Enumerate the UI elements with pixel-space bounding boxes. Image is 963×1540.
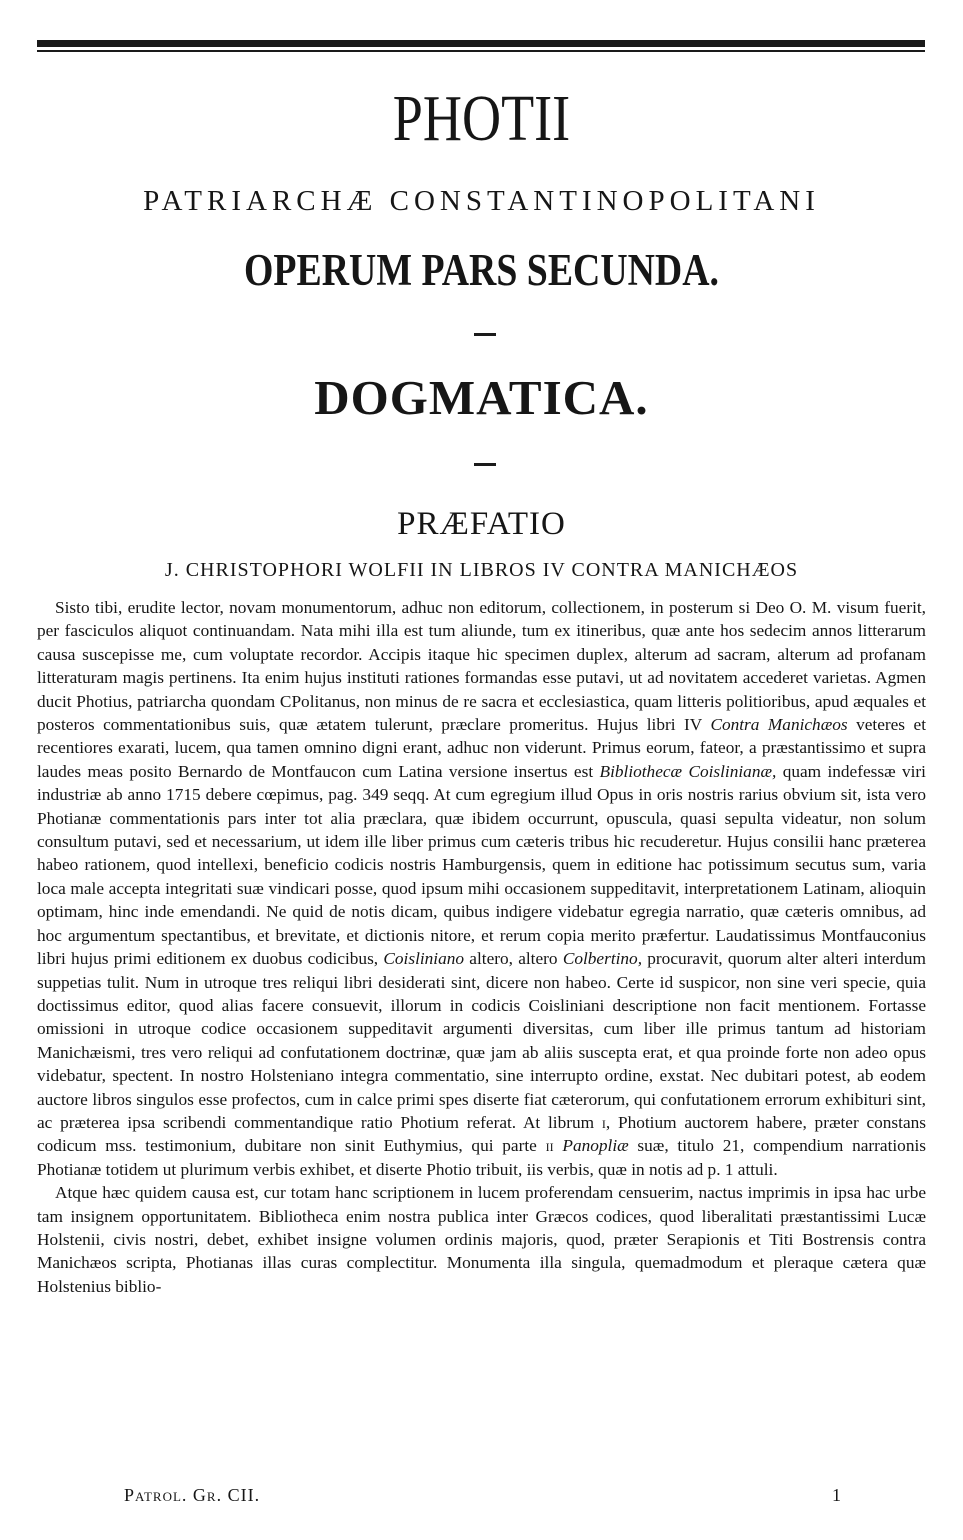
roman-numeral: ii (545, 1136, 554, 1156)
italic-title: Panopliæ (562, 1136, 629, 1156)
paragraph (37, 596, 926, 1181)
text-run: altero, altero (464, 949, 563, 969)
paragraph: Atque hæc quidem causa est, cur totam hanc scriptionem in lucem proferendam censuerim, nactus imprimis in ipsa hac urbe tam insignem opportunitatem. Bibliotheca enim nostra publica inter Græcos codices, quod liberalitati præstantissimi Lucæ Holstenii, civis nostri, debet, exhibet insigne volumen ordinis majoris, quod, præter Serapionis et Titi Bostrensis contra Manichæos scripta, Photianas illas curas complectitur. Monumenta illa singula, quemadmodum et pleraque cætera quæ Holstenius biblio- (37, 1183, 926, 1296)
top-rule-thick (37, 40, 925, 47)
pars-heading: OPERUM PARS SECUNDA. (244, 245, 719, 295)
subtitle: PATRIARCHÆ CONSTANTINOPOLITANI (143, 185, 820, 217)
praefatio-heading: PRÆFATIO (397, 506, 566, 542)
italic-title: Bibliothecæ Coislinianæ, (599, 761, 777, 781)
body-text (37, 596, 926, 1298)
section-heading: DOGMATICA. (314, 370, 649, 425)
text-run: veteres et recentiores exarati, lucem, qua tamen omnino digni erant, adhuc non viderunt. Primus eorum, fateor, a præstantissimo et supra laudes meas posito Bernardo de Montfaucon cum Latina versione insertus est (37, 715, 926, 781)
text-run: Sisto tibi, erudite lector, novam monumentorum, adhuc non editorum, collectionem, in posterum si Deo O. M. visum fuerit, per fasciculos aliquot continuandam. Nata mihi illa est tum aliunde, tum ex itineribus, quæ ante hos sedecim annos litterarum causa suscepisse me, cum voluptate recordor. Accipis itaque hic specimen duplex, alterum ad sacram, alterum ad profanam litteraturam magis pertinens. Ita enim hujus instituti rationes formandas esse putavi, ut ad novitatem accederet varietas. Agmen ducit Photius, patriarcha quondam CPolitanus, non minus de re sacra et ecclesiastica, quam litteris politioribus, apud æquales et posteros commentationibus suis, quæ ætatem tulerunt, præclare promeritus. Hujus libri IV (37, 598, 926, 735)
main-title: PHOTII (392, 82, 571, 155)
separator-dash (474, 463, 496, 466)
text-run: procuravit, quorum alter alteri interdum suppetias tulit. Num in utroque tres reliqui libri desiderati sint, dicere non habeo. Certe id suspicor, non sine veri specie, quia doctissimus editor, quod alias facere consuevit, illorum in codicis Coisliniani descriptione non facit mentionem. Fortasse omissioni in utroque codice occasionem suppeditavit argumenti diversitas, cum liber ille primus tantum ad historiam Manichæismi, tres vero reliqui ad confutationem doctrinæ, quæ jam ab aliis suscepta erat, et qua proinde forte non adeo opus videbatur, spectent. In nostro Holsteniano integra commentatio, sine interrupto ordine, exstat. Nec dubitari potest, ab eodem auctore libros singulos esse profectos, cum in calce primi spes diserte fiat cæterorum, qui confutationem errorum exhibituri sint, ac præterea ipsa scribendi commentandique ratio Photium referat. At librum (37, 949, 926, 1132)
italic-title: Contra Manichæos (710, 715, 848, 735)
italic-title: Colbertino, (562, 949, 643, 969)
page-number: 1 (832, 1485, 841, 1505)
roman-numeral: i (601, 1112, 606, 1132)
text-run: , Photium auctorem habere, præter constans codicum mss. testimonium, dubitare non sinit Euthymius, qui parte (37, 1112, 926, 1156)
footer-reference: Patrol. Gr. CII. (124, 1485, 261, 1505)
praefatio-subheading: J. CHRISTOPHORI WOLFII IN LIBROS IV CONTRA MANICHÆOS (164, 559, 799, 581)
text-run: quam indefessæ viri industriæ ab anno 1715 debere cœpimus, pag. 349 seqq. At cum egregium illud Opus in oris nostris rarius obvium sit, ista vero Photianæ commentationis pars inter tot alia præclara, quæ ibidem occurrunt, opuscula, quasi sepulta videatur, non solum consultum putavi, sed et necessarium, ut idem ille liber primus cum cæteris tribus hic recuderetur. Hujus consilii hanc præterea habeo rationem, quod intellexi, beneficio codicis nostris Hamburgensis, quem in editione hac potissimum secutus sum, varia loca male accepta integritati suæ vindicari posse, quod ipsum mihi occasionem suppeditavit, interpretationem Latinam, alioquin optimam, hinc inde emendandi. Ne quid de notis dicam, quibus indigere videbatur egregia narratio, quæ cæteris omnibus, ad hoc argumentum spectantibus, et brevitate, et dictionis nitore, et rerum copia merito præfertur. Laudatissimus Montfauconius libri hujus primi editionem ex duobus codicibus, (37, 761, 926, 969)
text-run: suæ, titulo 21, compendium narrationis Photianæ totidem ut plurimum verbis exhibet, et diserte Photio tribuit, iis verbis, quæ in notis ad p. 1 attuli. (37, 1136, 926, 1179)
italic-title: Coisliniano (383, 949, 465, 969)
separator-dash (474, 333, 496, 336)
top-rule-thin (37, 50, 925, 52)
